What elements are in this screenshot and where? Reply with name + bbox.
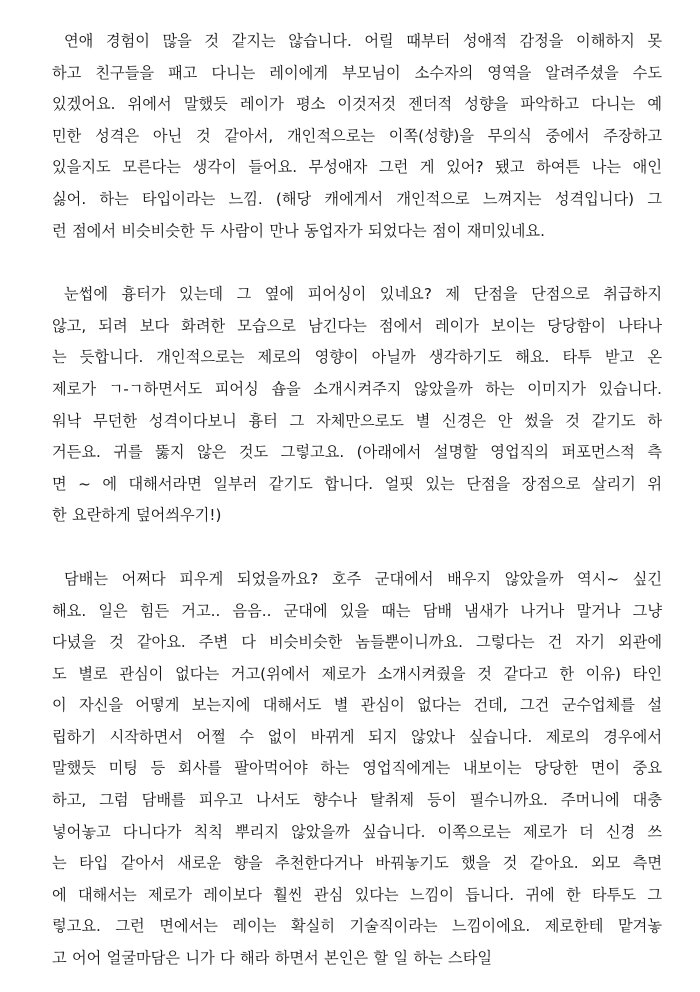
text-line: 담배는 어쩌다 피우게 되었을까요? 호주 군대에서 배우지 않았을까 역시~ 싶긴 <box>64 569 662 588</box>
text-line: 해요. 일은 힘든 거고.. 음음.. 군대에 있을 때는 담배 냄새가 나거나 말거나 그냥 <box>52 601 662 620</box>
text-line: 한 요란하게 덮어씌우기!) <box>52 506 222 525</box>
text-line: 하고 친구들을 패고 다니는 레이에게 부모님이 소수자의 영역을 알려주셨을 수도 <box>52 63 662 82</box>
text-line: 말했듯 미팅 등 회사를 팔아먹어야 하는 영업직에게는 내보이는 당당한 면이 중요 <box>52 759 662 778</box>
text-line: 워낙 무던한 성격이다보니 흉터 그 자체만으로도 별 신경은 안 썼을 것 같기도 하 <box>52 411 662 430</box>
text-line: 않고, 되려 보다 화려한 모습으로 남긴다는 점에서 레이가 보이는 당당함이 나타나 <box>52 316 662 335</box>
text-line: 다녔을 것 같아요. 주변 다 비슷비슷한 놈들뿐이니까요. 그렇다는 건 자기 외관에 <box>52 633 662 652</box>
text-line: 렇고요. 그런 면에서는 레이는 확실히 기술직이라는 느낌이에요. 제로한테 맡겨놓 <box>52 917 662 936</box>
text-line: 있을지도 모른다는 생각이 들어요. 무성애자 그런 게 있어? 됐고 하여튼 나는 애인 <box>52 158 662 177</box>
paragraph-piercing <box>52 279 662 532</box>
paragraph-smoking <box>52 564 662 975</box>
text-line: 립하기 시작하면서 어쩔 수 없이 바뀌게 되지 않았나 싶습니다. 제로의 경우에서 <box>52 727 662 746</box>
text-line: 에 대해서는 제로가 레이보다 훨씬 관심 있다는 느낌이 듭니다. 귀에 한 타투도 그 <box>52 885 662 904</box>
text-line: 거든요. 귀를 뚫지 않은 것도 그렇고요. (아래에서 설명할 영업직의 퍼포먼스적 측 <box>52 443 662 462</box>
text-line: 제로가 ㄱ-ㄱ하면서도 피어싱 숍을 소개시켜주지 않았을까 하는 이미지가 있습니다. <box>52 379 662 398</box>
text-line: 민한 성격은 아닌 것 같아서, 개인적으로는 이쪽(성향)을 무의식 중에서 주장하고 <box>52 126 662 145</box>
text-line: 는 듯합니다. 개인적으로는 제로의 영향이 아닐까 생각하기도 해요. 타투 받고 온 <box>52 348 662 367</box>
text-line: 고 어어 얼굴마담은 니가 다 해라 하면서 본인은 할 일 하는 스타일 <box>52 949 493 968</box>
text-line: 하고, 그럼 담배를 피우고 나서도 향수나 탈취제 등이 필수니까요. 주머니에 대충 <box>52 791 662 810</box>
text-line: 도 별로 관심이 없다는 거고(위에서 제로가 소개시켜줬을 것 같다고 한 이유) 타인 <box>52 664 662 683</box>
text-line: 런 점에서 비슷비슷한 두 사람이 만나 동업자가 되었다는 점이 재미있네요. <box>52 221 545 240</box>
text-line: 있겠어요. 위에서 말했듯 레이가 평소 이것저것 젠더적 성향을 파악하고 다니는 예 <box>52 95 662 114</box>
document-page <box>52 26 662 975</box>
text-line: 면 ~ 에 대해서라면 일부러 같기도 합니다. 얼핏 있는 단점을 장점으로 살리기 위 <box>52 474 662 493</box>
text-line: 싫어. 하는 타입이라는 느낌. (해당 캐에게서 개인적으로 느껴지는 성격입니다) 그 <box>52 189 662 208</box>
paragraph-dating <box>52 26 662 247</box>
text-line: 눈썹에 흉터가 있는데 그 옆에 피어싱이 있네요? 제 단점을 단점으로 취급하지 <box>64 285 662 304</box>
text-line: 넣어놓고 다니다가 칙칙 뿌리지 않았을까 싶습니다. 이쪽으로는 제로가 더 신경 쓰 <box>52 822 662 841</box>
text-line: 연애 경험이 많을 것 같지는 않습니다. 어릴 때부터 성애적 감정을 이해하지 못 <box>64 32 662 50</box>
text-line: 이 자신을 어떻게 보는지에 대해서도 별 관심이 없다는 건데, 그건 군수업체를 설 <box>52 696 662 715</box>
text-line: 는 타입 같아서 새로운 향을 추천한다거나 바꿔놓기도 했을 것 같아요. 외모 측면 <box>52 854 662 873</box>
